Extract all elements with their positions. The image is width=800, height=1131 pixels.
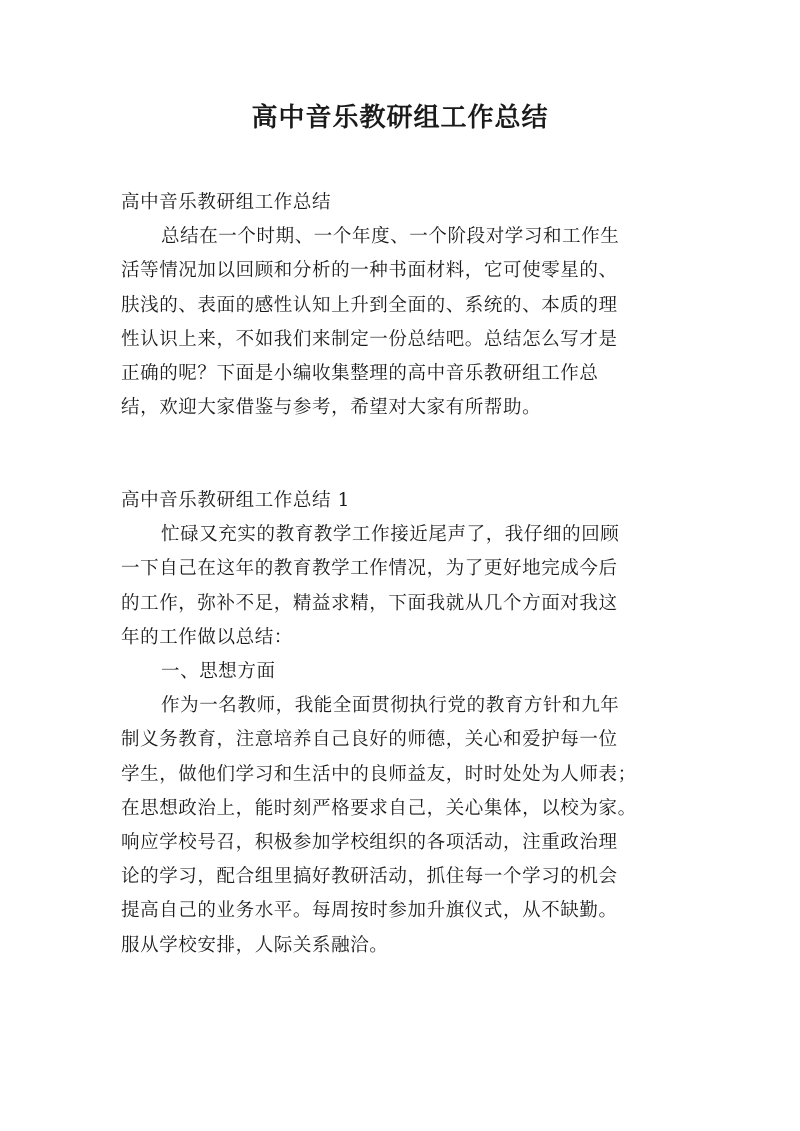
paragraph-line: 忙碌又充实的教育教学工作接近尾声了，我仔细的回顾 — [161, 524, 620, 546]
intro-paragraph — [121, 220, 697, 425]
paragraph-line: 肤浅的、表面的感性认知上升到全面的、系统的、本质的理 — [121, 294, 618, 316]
paragraph-line: 服从学校安排，人际关系融洽。 — [121, 934, 389, 956]
document-title: 高中音乐教研组工作总结 — [251, 103, 549, 133]
paragraph-line: 的工作，弥补不足，精益求精，下面我就从几个方面对我这 — [121, 592, 618, 614]
section-1-paragraph-2 — [121, 689, 697, 963]
paragraph-line: 一下自己在这年的教育教学工作情况，为了更好地完成今后 — [121, 558, 618, 580]
paragraph-line: 总结在一个时期、一个年度、一个阶段对学习和工作生 — [161, 226, 620, 248]
paragraph-line: 结，欢迎大家借鉴与参考，希望对大家有所帮助。 — [121, 397, 542, 419]
paragraph-line: 年的工作做以总结： — [121, 626, 293, 648]
paragraph-line: 作为一名教师，我能全面贯彻执行党的教育方针和九年 — [161, 695, 620, 717]
paragraph-line: 活等情况加以回顾和分析的一种书面材料，它可使零星的、 — [121, 260, 618, 282]
paragraph-line: 性认识上来，不如我们来制定一份总结吧。总结怎么写才是 — [121, 328, 618, 350]
paragraph-line: 论的学习，配合组里搞好教研活动，抓住每一个学习的机会 — [121, 866, 618, 888]
paragraph-line: 制义务教育，注意培养自己良好的师德，关心和爱护每一位 — [121, 729, 618, 751]
section-1 — [121, 484, 697, 963]
intro-heading: 高中音乐教研组工作总结 — [121, 192, 332, 213]
paragraph-line: 提高自己的业务水平。每周按时参加升旗仪式，从不缺勤。 — [121, 900, 618, 922]
paragraph-line: 响应学校号召，积极参加学校组织的各项活动，注重政治理 — [121, 832, 618, 854]
section-1-heading: 高中音乐教研组工作总结 1 — [121, 490, 350, 511]
paragraph-line: 正确的呢？下面是小编收集整理的高中音乐教研组工作总 — [121, 363, 599, 385]
intro-section — [121, 186, 697, 425]
subheading-ideology: 一、思想方面 — [161, 661, 276, 683]
section-1-paragraph-1 — [121, 518, 697, 655]
paragraph-line: 学生，做他们学习和生活中的良师益友，时时处处为人师表； — [121, 763, 637, 785]
paragraph-line: 在思想政治上，能时刻严格要求自己，关心集体，以校为家。 — [121, 797, 637, 819]
